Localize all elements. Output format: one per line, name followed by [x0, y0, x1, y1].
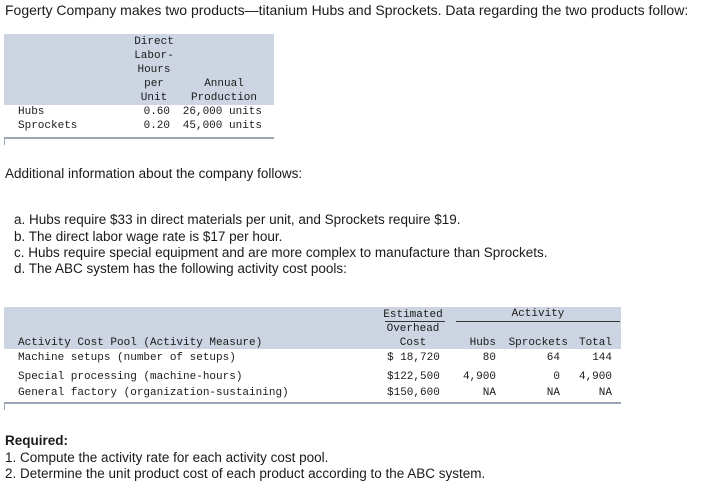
header-cost-line3: Cost [399, 337, 427, 349]
header-sprockets: Sprockets [508, 337, 568, 349]
header-dlh-line1: Direct [134, 36, 174, 48]
row-setups-sprockets: 64 [546, 352, 560, 364]
row-special-label: Special processing (machine-hours) [18, 371, 243, 383]
header-dlh-line5: Unit [140, 92, 168, 104]
header-ap-line1: Annual [204, 78, 244, 90]
info-item-d: d. The ABC system has the following activity cost pools: [14, 261, 347, 276]
info-item-c: c. Hubs require special equipment and are more complex to manufacture than Sprockets. [14, 245, 548, 260]
row-general-label: General factory (organization-sustaining) [18, 387, 289, 399]
header-pool: Activity Cost Pool (Activity Measure) [18, 337, 263, 349]
header-activity-underline [456, 321, 620, 322]
row-general-hubs: NA [482, 387, 496, 399]
header-total: Total [578, 337, 612, 349]
required-heading: Required: [5, 433, 69, 448]
header-activity: Activity [511, 308, 565, 320]
header-dlh-line3: Hours [137, 64, 171, 76]
table-bottom-border [4, 402, 621, 404]
intro-text: Fogerty Company makes two products—titanium Hubs and Sprockets. Data regarding the two products follow: [5, 2, 689, 18]
row-special-total: 4,900 [578, 371, 612, 383]
required-item-1: 1. Compute the activity rate for each activity cost pool. [5, 450, 329, 465]
info-item-b: b. The direct labor wage rate is $17 per hour. [14, 229, 283, 244]
row-general-cost: $150,600 [387, 387, 440, 399]
table-corner-tick [4, 404, 5, 410]
row-general-total: NA [598, 387, 612, 399]
row-sprockets-label: Sprockets [18, 120, 78, 132]
row-setups-hubs: 80 [482, 352, 496, 364]
row-special-hubs: 4,900 [462, 371, 496, 383]
table-corner-tick [4, 139, 5, 145]
header-ap-line2: Production [190, 92, 257, 104]
row-special-sprockets: 0 [553, 371, 560, 383]
table-bottom-border [4, 137, 274, 139]
row-special-cost: $122,500 [387, 371, 440, 383]
row-sprockets-production: 45,000 units [182, 120, 262, 132]
row-setups-label: Machine setups (number of setups) [18, 352, 236, 364]
row-setups-total: 144 [592, 352, 612, 364]
header-hubs: Hubs [469, 337, 496, 349]
required-item-2: 2. Determine the unit product cost of each product according to the ABC system. [5, 466, 486, 481]
additional-info-text: Additional information about the company follows: [5, 166, 303, 181]
row-hubs-production: 26,000 units [182, 106, 262, 118]
header-cost-line2: Overhead [386, 323, 440, 335]
row-hubs-label: Hubs [18, 106, 45, 118]
header-dlh-line2: Labor- [134, 50, 174, 62]
row-sprockets-dlh: 0.20 [143, 120, 170, 132]
row-general-sprockets: NA [546, 387, 560, 399]
row-setups-cost: $ 18,720 [387, 352, 440, 364]
info-item-a: a. Hubs require $33 in direct materials per unit, and Sprockets require $19. [14, 212, 461, 227]
header-cost-line1: Estimated [383, 309, 443, 321]
header-cost-underline [385, 321, 445, 322]
header-dlh-line4: per [144, 78, 164, 90]
row-hubs-dlh: 0.60 [143, 106, 170, 118]
